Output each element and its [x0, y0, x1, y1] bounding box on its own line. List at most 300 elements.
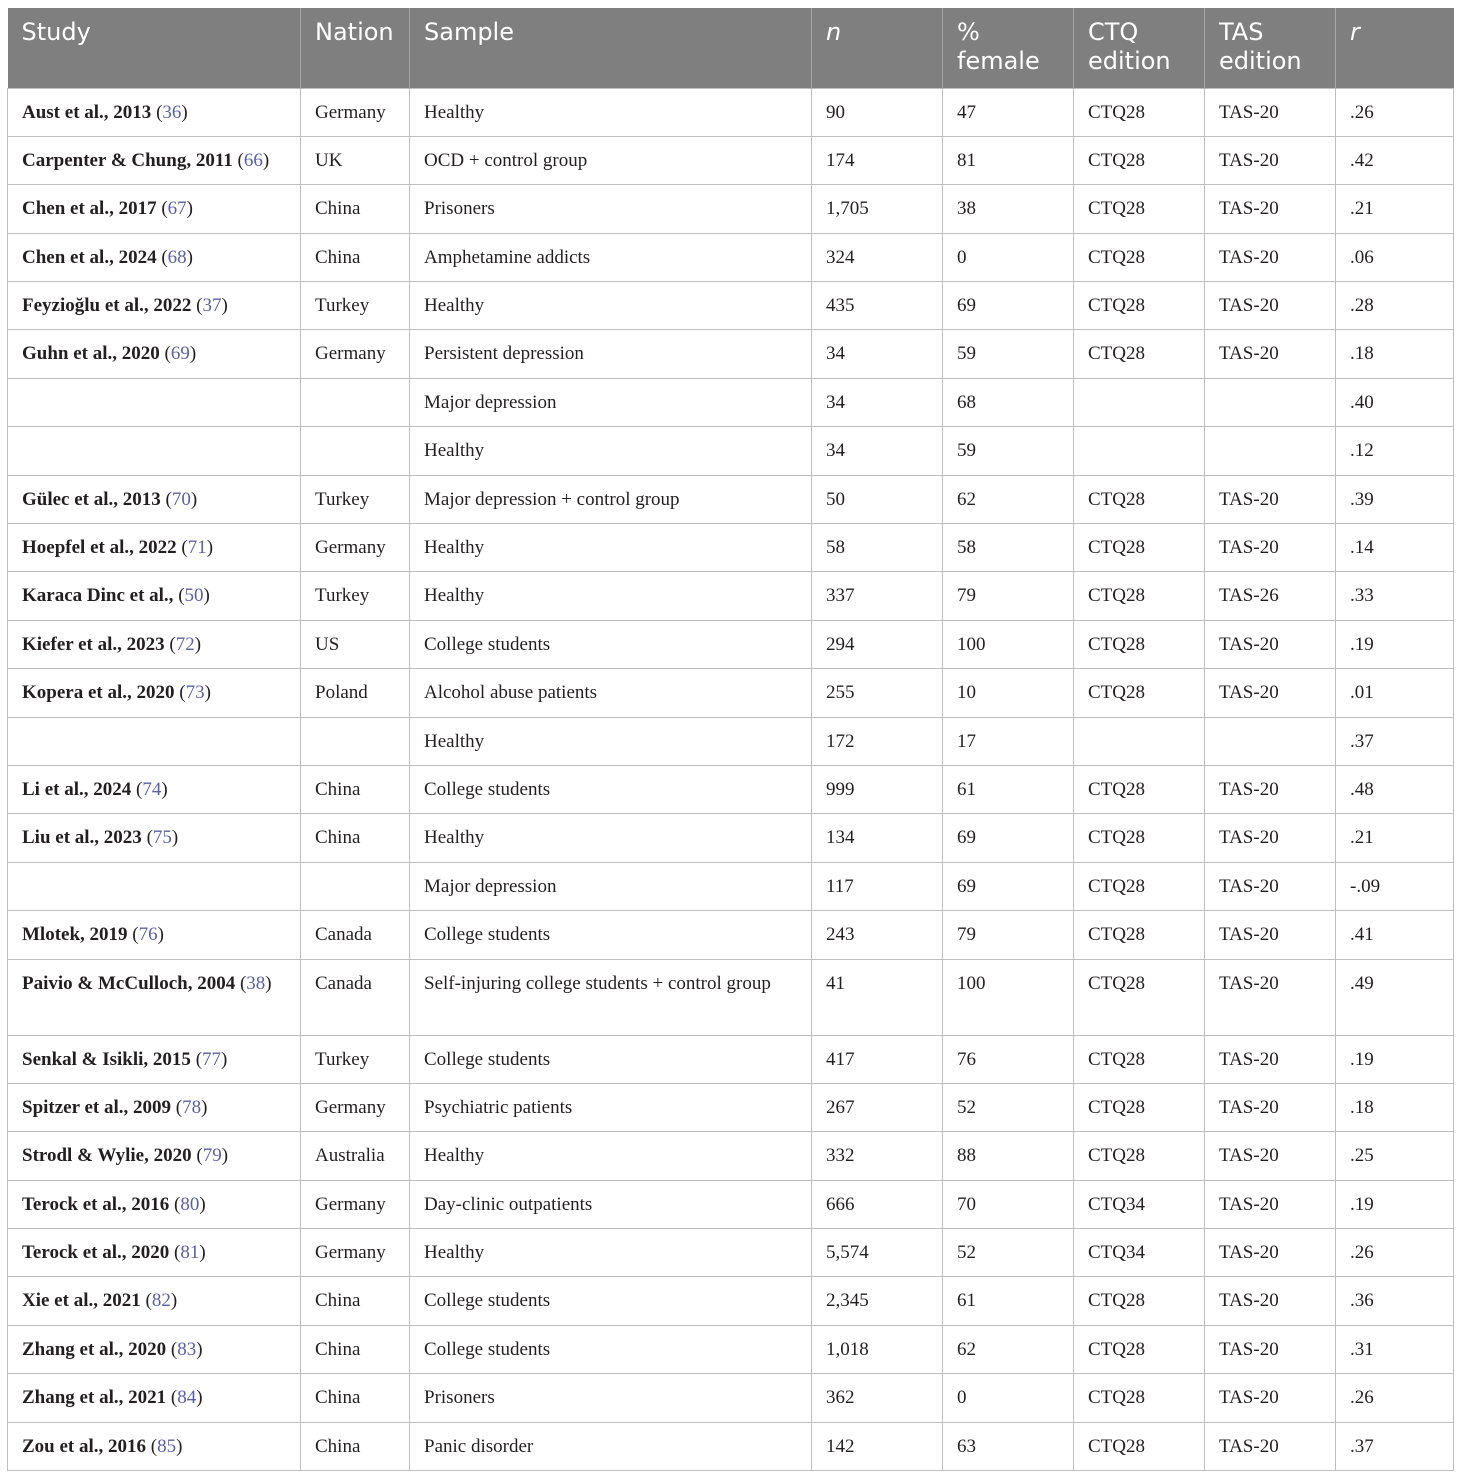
tas-edition-cell: TAS-20 [1205, 282, 1336, 330]
ctq-edition-cell: CTQ28 [1074, 233, 1205, 281]
nation-cell: Canada [301, 959, 410, 1035]
col-header-ctq: CTQ edition [1074, 8, 1205, 88]
reference-link[interactable]: 83 [177, 1338, 197, 1360]
reference-link[interactable]: 38 [246, 972, 266, 994]
female-percent-cell: 17 [943, 717, 1074, 765]
study-author: Spitzer et al., 2009 [22, 1096, 171, 1118]
tas-edition-cell: TAS-20 [1205, 233, 1336, 281]
studies-table-container [7, 8, 1453, 1471]
study-author: Gülec et al., 2013 [22, 488, 161, 510]
female-percent-cell: 76 [943, 1035, 1074, 1083]
nation-cell: Germany [301, 88, 410, 136]
n-cell: 172 [812, 717, 943, 765]
r-cell: .40 [1336, 378, 1454, 426]
table-header [8, 8, 1454, 88]
study-cell: Spitzer et al., 2009 (78) [8, 1083, 301, 1131]
r-cell: .18 [1336, 330, 1454, 378]
reference-link[interactable]: 73 [185, 682, 205, 704]
study-author: Feyzioğlu et al., 2022 [22, 295, 192, 317]
study-author: Carpenter & Chung, 2011 [22, 149, 233, 171]
table-row [8, 185, 1454, 233]
study-cell: Carpenter & Chung, 2011 (66) [8, 136, 301, 184]
r-cell: .14 [1336, 524, 1454, 572]
tas-edition-cell: TAS-20 [1205, 1035, 1336, 1083]
table-row [8, 717, 1454, 765]
female-percent-cell: 10 [943, 669, 1074, 717]
female-percent-cell: 63 [943, 1422, 1074, 1470]
study-author: Chen et al., 2017 [22, 198, 157, 220]
tas-edition-cell: TAS-20 [1205, 911, 1336, 959]
nation-cell: Turkey [301, 572, 410, 620]
study-cell [8, 717, 301, 765]
table-row [8, 88, 1454, 136]
female-percent-cell: 47 [943, 88, 1074, 136]
nation-cell: China [301, 765, 410, 813]
nation-cell: China [301, 185, 410, 233]
reference-link[interactable]: 78 [182, 1096, 202, 1118]
nation-cell: Germany [301, 524, 410, 572]
sample-cell: Psychiatric patients [410, 1083, 812, 1131]
nation-cell: Turkey [301, 1035, 410, 1083]
r-cell: .42 [1336, 136, 1454, 184]
table-row [8, 959, 1454, 1035]
ctq-edition-cell: CTQ28 [1074, 1132, 1205, 1180]
tas-edition-cell: TAS-20 [1205, 1229, 1336, 1277]
sample-cell: Self-injuring college students + control group [410, 959, 812, 1035]
study-cell: Zhang et al., 2020 (83) [8, 1325, 301, 1373]
reference-link[interactable]: 71 [187, 537, 207, 559]
female-percent-cell: 88 [943, 1132, 1074, 1180]
table-row [8, 669, 1454, 717]
n-cell: 337 [812, 572, 943, 620]
n-cell: 362 [812, 1374, 943, 1422]
col-header-study: Study [8, 8, 301, 88]
table-body [8, 88, 1454, 1471]
n-cell: 2,345 [812, 1277, 943, 1325]
sample-cell: College students [410, 1325, 812, 1373]
female-percent-cell: 61 [943, 1277, 1074, 1325]
col-header-nation: Nation [301, 8, 410, 88]
reference-link[interactable]: 77 [202, 1048, 222, 1070]
r-cell: .19 [1336, 620, 1454, 668]
study-cell: Karaca Dinc et al., (50) [8, 572, 301, 620]
nation-cell: China [301, 1325, 410, 1373]
tas-edition-cell: TAS-20 [1205, 1422, 1336, 1470]
study-cell: Kiefer et al., 2023 (72) [8, 620, 301, 668]
sample-cell: Healthy [410, 717, 812, 765]
study-cell: Zhang et al., 2021 (84) [8, 1374, 301, 1422]
female-percent-cell: 38 [943, 185, 1074, 233]
table-row [8, 378, 1454, 426]
tas-edition-cell [1205, 378, 1336, 426]
reference-link[interactable]: 72 [175, 633, 195, 655]
studies-table [7, 8, 1454, 1471]
ctq-edition-cell [1074, 378, 1205, 426]
table-row [8, 524, 1454, 572]
female-percent-cell: 69 [943, 814, 1074, 862]
nation-cell [301, 427, 410, 475]
female-percent-cell: 79 [943, 572, 1074, 620]
ctq-edition-cell: CTQ28 [1074, 1374, 1205, 1422]
nation-cell: China [301, 1277, 410, 1325]
ctq-edition-cell: CTQ28 [1074, 524, 1205, 572]
female-percent-cell: 69 [943, 862, 1074, 910]
study-author: Senkal & Isikli, 2015 [22, 1048, 191, 1070]
table-row [8, 1277, 1454, 1325]
study-author: Liu et al., 2023 [22, 827, 142, 849]
sample-cell: Panic disorder [410, 1422, 812, 1470]
female-percent-cell: 59 [943, 427, 1074, 475]
study-cell: Kopera et al., 2020 (73) [8, 669, 301, 717]
r-cell: .26 [1336, 1374, 1454, 1422]
nation-cell: US [301, 620, 410, 668]
tas-edition-cell [1205, 717, 1336, 765]
r-cell: .12 [1336, 427, 1454, 475]
tas-edition-cell: TAS-20 [1205, 1180, 1336, 1228]
study-author: Aust et al., 2013 [22, 101, 152, 123]
reference-link[interactable]: 69 [170, 343, 190, 365]
tas-edition-cell: TAS-20 [1205, 1374, 1336, 1422]
ctq-edition-cell: CTQ28 [1074, 1277, 1205, 1325]
n-cell: 243 [812, 911, 943, 959]
ctq-edition-cell: CTQ28 [1074, 282, 1205, 330]
n-cell: 666 [812, 1180, 943, 1228]
r-cell: .31 [1336, 1325, 1454, 1373]
r-cell: .21 [1336, 185, 1454, 233]
sample-cell: Major depression [410, 378, 812, 426]
n-cell: 50 [812, 475, 943, 523]
study-cell: Strodl & Wylie, 2020 (79) [8, 1132, 301, 1180]
study-cell: Terock et al., 2020 (81) [8, 1229, 301, 1277]
n-cell: 999 [812, 765, 943, 813]
ctq-edition-cell: CTQ28 [1074, 814, 1205, 862]
nation-cell [301, 717, 410, 765]
study-author: Terock et al., 2020 [22, 1242, 170, 1264]
n-cell: 34 [812, 427, 943, 475]
sample-cell: Healthy [410, 524, 812, 572]
ctq-edition-cell [1074, 427, 1205, 475]
table-row [8, 620, 1454, 668]
female-percent-cell: 58 [943, 524, 1074, 572]
r-cell: .28 [1336, 282, 1454, 330]
female-percent-cell: 68 [943, 378, 1074, 426]
table-row [8, 814, 1454, 862]
tas-edition-cell: TAS-26 [1205, 572, 1336, 620]
study-author: Paivio & McCulloch, 2004 [22, 972, 236, 994]
study-author: Zou et al., 2016 [22, 1435, 147, 1457]
table-row [8, 1325, 1454, 1373]
n-cell: 255 [812, 669, 943, 717]
n-cell: 142 [812, 1422, 943, 1470]
ctq-edition-cell: CTQ28 [1074, 1035, 1205, 1083]
tas-edition-cell: TAS-20 [1205, 669, 1336, 717]
r-cell: .21 [1336, 814, 1454, 862]
study-author: Terock et al., 2016 [22, 1193, 170, 1215]
reference-link[interactable]: 37 [202, 295, 222, 317]
ctq-edition-cell: CTQ28 [1074, 330, 1205, 378]
female-percent-cell: 100 [943, 620, 1074, 668]
study-cell: Feyzioğlu et al., 2022 (37) [8, 282, 301, 330]
study-cell [8, 862, 301, 910]
r-cell: .37 [1336, 1422, 1454, 1470]
study-author: Guhn et al., 2020 [22, 343, 160, 365]
ctq-edition-cell: CTQ28 [1074, 862, 1205, 910]
sample-cell: Day-clinic outpatients [410, 1180, 812, 1228]
ctq-edition-cell: CTQ34 [1074, 1180, 1205, 1228]
reference-link[interactable]: 84 [177, 1387, 197, 1409]
study-cell [8, 378, 301, 426]
tas-edition-cell: TAS-20 [1205, 136, 1336, 184]
reference-link[interactable]: 66 [243, 149, 263, 171]
reference-link[interactable]: 81 [180, 1242, 200, 1264]
table-row [8, 475, 1454, 523]
tas-edition-cell: TAS-20 [1205, 814, 1336, 862]
tas-edition-cell: TAS-20 [1205, 765, 1336, 813]
nation-cell: China [301, 233, 410, 281]
n-cell: 435 [812, 282, 943, 330]
col-header-n: n [812, 8, 943, 88]
nation-cell: Canada [301, 911, 410, 959]
female-percent-cell: 70 [943, 1180, 1074, 1228]
table-row [8, 1180, 1454, 1228]
table-row [8, 282, 1454, 330]
reference-link[interactable]: 82 [151, 1290, 171, 1312]
n-cell: 134 [812, 814, 943, 862]
nation-cell [301, 378, 410, 426]
r-cell: .06 [1336, 233, 1454, 281]
col-header-r: r [1336, 8, 1454, 88]
sample-cell: Healthy [410, 282, 812, 330]
study-cell [8, 427, 301, 475]
col-header-tas: TAS edition [1205, 8, 1336, 88]
table-row [8, 136, 1454, 184]
female-percent-cell: 79 [943, 911, 1074, 959]
tas-edition-cell: TAS-20 [1205, 862, 1336, 910]
female-percent-cell: 69 [943, 282, 1074, 330]
table-row [8, 233, 1454, 281]
n-cell: 174 [812, 136, 943, 184]
r-cell: .25 [1336, 1132, 1454, 1180]
r-cell: -.09 [1336, 862, 1454, 910]
female-percent-cell: 59 [943, 330, 1074, 378]
sample-cell: Healthy [410, 572, 812, 620]
reference-link[interactable]: 36 [162, 101, 182, 123]
female-percent-cell: 62 [943, 1325, 1074, 1373]
study-cell: Hoepfel et al., 2022 (71) [8, 524, 301, 572]
ctq-edition-cell: CTQ28 [1074, 475, 1205, 523]
reference-link[interactable]: 79 [202, 1145, 222, 1167]
table-row [8, 427, 1454, 475]
reference-link[interactable]: 70 [171, 488, 191, 510]
reference-link[interactable]: 80 [180, 1193, 200, 1215]
ctq-edition-cell: CTQ28 [1074, 1325, 1205, 1373]
nation-cell: Turkey [301, 475, 410, 523]
study-author: Hoepfel et al., 2022 [22, 537, 177, 559]
study-cell: Mlotek, 2019 (76) [8, 911, 301, 959]
study-author: Xie et al., 2021 [22, 1290, 141, 1312]
tas-edition-cell: TAS-20 [1205, 620, 1336, 668]
r-cell: .26 [1336, 88, 1454, 136]
n-cell: 117 [812, 862, 943, 910]
female-percent-cell: 52 [943, 1083, 1074, 1131]
nation-cell: Germany [301, 1229, 410, 1277]
r-cell: .39 [1336, 475, 1454, 523]
study-author: Chen et al., 2024 [22, 246, 157, 268]
female-percent-cell: 100 [943, 959, 1074, 1035]
table-row [8, 1229, 1454, 1277]
n-cell: 41 [812, 959, 943, 1035]
reference-link[interactable]: 67 [167, 198, 187, 220]
sample-cell: Healthy [410, 427, 812, 475]
n-cell: 417 [812, 1035, 943, 1083]
study-author: Kiefer et al., 2023 [22, 633, 165, 655]
tas-edition-cell: TAS-20 [1205, 1132, 1336, 1180]
r-cell: .01 [1336, 669, 1454, 717]
study-cell: Terock et al., 2016 (80) [8, 1180, 301, 1228]
sample-cell: Persistent depression [410, 330, 812, 378]
n-cell: 34 [812, 330, 943, 378]
study-author: Strodl & Wylie, 2020 [22, 1145, 192, 1167]
sample-cell: Healthy [410, 814, 812, 862]
study-author: Kopera et al., 2020 [22, 682, 175, 704]
col-header-female: % female [943, 8, 1074, 88]
table-row [8, 1083, 1454, 1131]
study-cell: Guhn et al., 2020 (69) [8, 330, 301, 378]
sample-cell: Alcohol abuse patients [410, 669, 812, 717]
ctq-edition-cell: CTQ28 [1074, 88, 1205, 136]
table-row [8, 1035, 1454, 1083]
tas-edition-cell: TAS-20 [1205, 524, 1336, 572]
nation-cell: Germany [301, 1180, 410, 1228]
ctq-edition-cell: CTQ28 [1074, 911, 1205, 959]
sample-cell: College students [410, 911, 812, 959]
study-author: Zhang et al., 2020 [22, 1338, 167, 1360]
table-row [8, 911, 1454, 959]
study-cell: Chen et al., 2017 (67) [8, 185, 301, 233]
r-cell: .48 [1336, 765, 1454, 813]
table-row [8, 1422, 1454, 1470]
table-row [8, 330, 1454, 378]
nation-cell [301, 862, 410, 910]
study-cell: Li et al., 2024 (74) [8, 765, 301, 813]
header-row [8, 8, 1454, 88]
nation-cell: China [301, 814, 410, 862]
sample-cell: Healthy [410, 88, 812, 136]
female-percent-cell: 0 [943, 1374, 1074, 1422]
table-row [8, 765, 1454, 813]
n-cell: 267 [812, 1083, 943, 1131]
table-row [8, 862, 1454, 910]
r-cell: .49 [1336, 959, 1454, 1035]
sample-cell: Major depression [410, 862, 812, 910]
study-author: Mlotek, 2019 [22, 924, 128, 946]
female-percent-cell: 81 [943, 136, 1074, 184]
nation-cell: Germany [301, 1083, 410, 1131]
sample-cell: Healthy [410, 1132, 812, 1180]
study-cell: Liu et al., 2023 (75) [8, 814, 301, 862]
r-cell: .41 [1336, 911, 1454, 959]
n-cell: 332 [812, 1132, 943, 1180]
study-cell: Zou et al., 2016 (85) [8, 1422, 301, 1470]
study-author: Zhang et al., 2021 [22, 1387, 167, 1409]
tas-edition-cell: TAS-20 [1205, 88, 1336, 136]
nation-cell: China [301, 1374, 410, 1422]
sample-cell: Prisoners [410, 1374, 812, 1422]
ctq-edition-cell: CTQ28 [1074, 1422, 1205, 1470]
sample-cell: College students [410, 1277, 812, 1325]
female-percent-cell: 0 [943, 233, 1074, 281]
ctq-edition-cell: CTQ28 [1074, 959, 1205, 1035]
sample-cell: OCD + control group [410, 136, 812, 184]
n-cell: 58 [812, 524, 943, 572]
tas-edition-cell: TAS-20 [1205, 959, 1336, 1035]
nation-cell: Poland [301, 669, 410, 717]
tas-edition-cell: TAS-20 [1205, 330, 1336, 378]
study-author: Li et al., 2024 [22, 778, 132, 800]
study-author: Karaca Dinc et al., [22, 585, 174, 607]
study-cell: Senkal & Isikli, 2015 (77) [8, 1035, 301, 1083]
ctq-edition-cell: CTQ28 [1074, 620, 1205, 668]
nation-cell: Turkey [301, 282, 410, 330]
female-percent-cell: 52 [943, 1229, 1074, 1277]
ctq-edition-cell: CTQ28 [1074, 185, 1205, 233]
ctq-edition-cell: CTQ28 [1074, 1083, 1205, 1131]
study-cell: Paivio & McCulloch, 2004 (38) [8, 959, 301, 1035]
col-header-sample: Sample [410, 8, 812, 88]
reference-link[interactable]: 76 [138, 924, 158, 946]
n-cell: 90 [812, 88, 943, 136]
sample-cell: College students [410, 1035, 812, 1083]
reference-link[interactable]: 85 [157, 1435, 177, 1457]
nation-cell: Germany [301, 330, 410, 378]
r-cell: .37 [1336, 717, 1454, 765]
reference-link[interactable]: 74 [142, 778, 162, 800]
sample-cell: Amphetamine addicts [410, 233, 812, 281]
female-percent-cell: 61 [943, 765, 1074, 813]
sample-cell: College students [410, 620, 812, 668]
ctq-edition-cell: CTQ28 [1074, 669, 1205, 717]
reference-link[interactable]: 68 [167, 246, 187, 268]
r-cell: .19 [1336, 1035, 1454, 1083]
r-cell: .19 [1336, 1180, 1454, 1228]
table-row [8, 1132, 1454, 1180]
tas-edition-cell: TAS-20 [1205, 1083, 1336, 1131]
n-cell: 5,574 [812, 1229, 943, 1277]
n-cell: 1,705 [812, 185, 943, 233]
ctq-edition-cell: CTQ34 [1074, 1229, 1205, 1277]
n-cell: 324 [812, 233, 943, 281]
nation-cell: Australia [301, 1132, 410, 1180]
reference-link[interactable]: 50 [184, 585, 204, 607]
ctq-edition-cell: CTQ28 [1074, 136, 1205, 184]
sample-cell: Major depression + control group [410, 475, 812, 523]
r-cell: .33 [1336, 572, 1454, 620]
sample-cell: College students [410, 765, 812, 813]
nation-cell: UK [301, 136, 410, 184]
sample-cell: Prisoners [410, 185, 812, 233]
study-cell: Xie et al., 2021 (82) [8, 1277, 301, 1325]
ctq-edition-cell: CTQ28 [1074, 572, 1205, 620]
r-cell: .36 [1336, 1277, 1454, 1325]
tas-edition-cell: TAS-20 [1205, 1277, 1336, 1325]
ctq-edition-cell: CTQ28 [1074, 765, 1205, 813]
female-percent-cell: 62 [943, 475, 1074, 523]
tas-edition-cell: TAS-20 [1205, 185, 1336, 233]
nation-cell: China [301, 1422, 410, 1470]
reference-link[interactable]: 75 [152, 827, 172, 849]
ctq-edition-cell [1074, 717, 1205, 765]
r-cell: .26 [1336, 1229, 1454, 1277]
